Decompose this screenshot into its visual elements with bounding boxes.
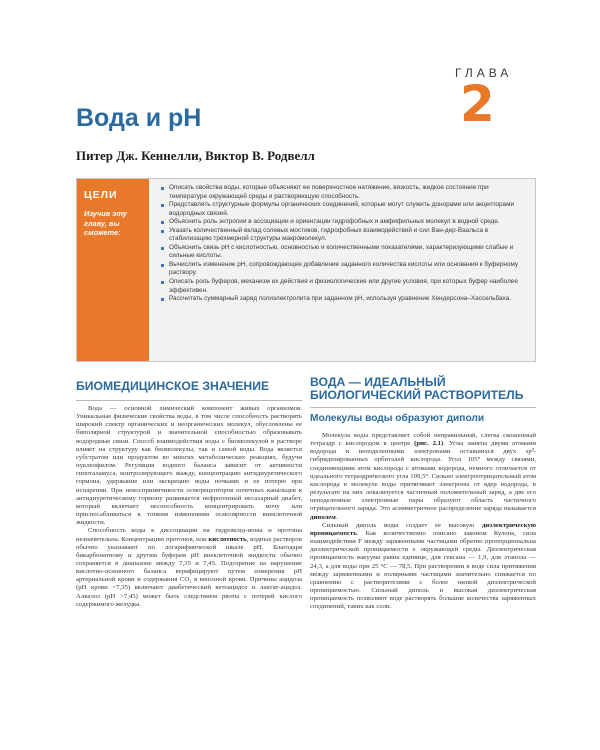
figure-ref: (рис. 2.1) <box>414 440 444 448</box>
goals-list <box>149 179 535 361</box>
goals-sidebar <box>77 179 149 361</box>
term: кислотность <box>208 535 247 543</box>
goal-item: Представлять структурные формулы органических соединений, которые могут служить донорами или акцепторами водородных связей. <box>161 201 527 218</box>
right-column <box>310 376 536 611</box>
text-run: . <box>335 513 338 521</box>
term: диполем <box>310 513 336 521</box>
chapter-label: ГЛАВА <box>455 66 513 80</box>
text-run: Способность воды к диссоциации на гидроксид-ионы и протоны незначительна. Концентрацию протонов, или <box>76 527 302 543</box>
goal-item: Описать свойства воды, которые объясняют ее поверхностное натяжение, вязкость, жидкое состояние при температуре окружающей среды и растворяющую способность. <box>161 184 527 201</box>
paragraph: Вода — основной химический компонент живых организмов. Уникальные физические свойства воды, в том числе способность растворять широкий спектр органических и неорганических молекул, обусловлены ее биполярной структурой и значительной способностью образовывать водородные связи. Способ взаимодействия воды с биомолекулой в растворе влияет на структуру как биомолекулы, так и самой воды. Вода является субстратом или продуктом во многих метаболических реакциях, будучи нуклеофилом. Регуляция водного баланса зависит от активности гипоталамуса, контролирующего жажду, концентрацию антидиуретического гормона, удержание или экскрецию воды почками и ее потерю при испарении. При невосприимчивости осморецепторов почечных канальцев к антидиуретическому гормону развивается нефрогенный несахарный диабет, который включает неспособность концентрировать мочу или приспосабливаться к тонким изменениям осмолярности внеклеточной жидкости. <box>76 405 302 527</box>
paragraph <box>310 522 536 612</box>
page-title: Вода и pH <box>76 104 202 132</box>
goals-subheading: Изучив эту главу, вы сможете: <box>84 209 127 238</box>
paragraph <box>76 527 302 609</box>
paragraph <box>310 432 536 522</box>
chapter-number: 2 <box>460 75 495 133</box>
subsection-heading: Молекулы воды образуют диполи <box>310 407 536 424</box>
text-run: . Как количественно описано законом Кулона, сила взаимодействия F между заряженными частицами обратно пропорциональна диэлектрической проницаемости ε окружающей среды. Диэлектрическая проницаемость вакуума равна единице, для гексана — 1,9, для этанола — 24,3, а для воды при 25 °С — 78,5. При растворении в воде сила притяжения между заряженными и полярными частицами значительно снижается по сравнению с растворителями с более низкой диэлектрической проницаемостью. Сильный диполь и высокая диэлектрическая проницаемость позволяют воде растворять большие количества заряженных соединений, таких как соли. <box>310 529 536 611</box>
goal-item: Объяснить роль энтропии в ассоциации и ориентации гидрофобных и амфифильных молекул в водной среде. <box>161 218 527 227</box>
section-heading: ВОДА — ИДЕАЛЬНЫЙ БИОЛОГИЧЕСКИЙ РАСТВОРИТЕЛЬ <box>310 375 524 402</box>
text-run: Молекула воды представляет собой неправильный, слегка скошенный тетраэдр с кислородом в центре <box>310 432 536 448</box>
goals-heading: ЦЕЛИ <box>84 189 118 201</box>
goal-item: Вычислить изменение pH, сопровождающее добавление заданного количества кислоты или основания к буферному раствору. <box>161 261 527 278</box>
biomedical-heading: БИОМЕДИЦИНСКОЕ ЗНАЧЕНИЕ <box>76 376 302 401</box>
text-run: . Углы заняты двумя атомами водорода и неподеленными электронами оставшихся двух sp³-гибридизированных орбиталей кислорода. Угол 105° между связями, соединяющими атом кислорода с атомами водорода, немного отличается от идеального тетраэдрического угла 109,5°. Сильно электроотрицательный атом кислорода в молекуле воды притягивает электроны от ядер водорода, в результате на них локализуется частичный положительный заряд, а две его неподеленные электронные пары образуют область частичного отрицательного заряда. Это асимметричное распределение заряда называется <box>310 440 537 513</box>
text-run: Сильный диполь воды создает ее высокую <box>322 521 482 529</box>
goal-item: Объяснить связь pH с кислотностью, основностью и количественными показателями, характеризующими слабые и сильные кислоты. <box>161 244 527 261</box>
term: диэлектрическую проницаемость <box>310 521 536 537</box>
goal-item: Указать количественный вклад солевых мостиков, гидрофобных взаимодействий и сил Ван-дер-Ваальса в стабилизацию трехмерной структуры макромолекул. <box>161 227 527 244</box>
goals-box <box>76 178 536 362</box>
goal-item: Рассчитать суммарный заряд полиэлектролита при заданном pH, используя уравнение Хендерсона–Хассельбаха. <box>161 295 527 304</box>
left-column <box>76 376 302 609</box>
authors: Питер Дж. Кеннелли, Виктор В. Родвелл <box>76 148 315 163</box>
text-run: , водных растворов обычно указывают по логарифмической шкале pH. Благодаря бикарбонатному и другим буферам pH внеклеточной жидкости обычно сохраняется в диапазоне между 7,35 и 7,45. Подозрение на нарушение кислотно-основного баланса верифицируют путем измерения pH артериальной крови и содержания CO₂ в венозной крови. Причины ацидоза (pH крови <7,35) включают диабетический кетоацидоз и лактат-ацидоз. Алкалоз (pH >7,45) может быть следствием рвоты с потерей кислого содержимого желудка. <box>76 535 302 608</box>
goal-item: Описать роль буферов, механизм их действия и физиологические или другие условия, при которых буфер наиболее эффективен. <box>161 278 527 295</box>
